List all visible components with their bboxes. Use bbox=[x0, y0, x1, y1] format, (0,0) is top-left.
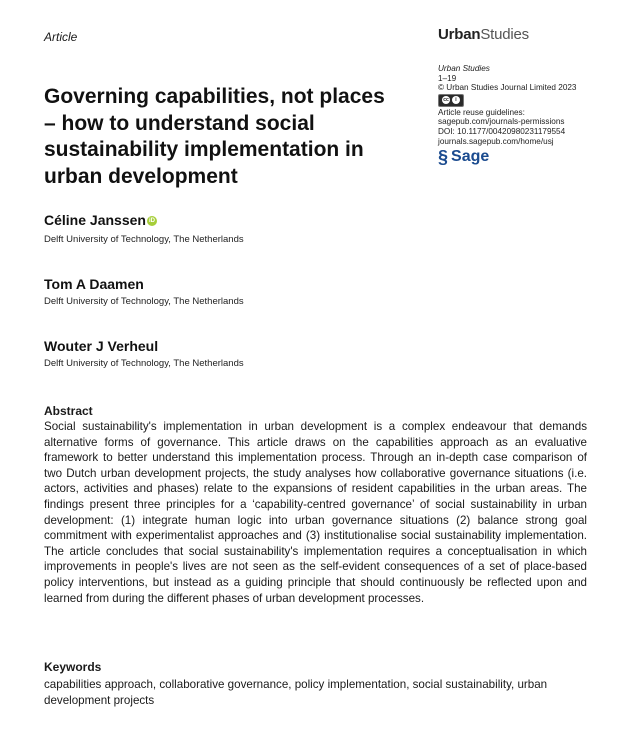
meta-reuse-label: Article reuse guidelines: bbox=[438, 107, 525, 117]
meta-journal-name: Urban Studies bbox=[438, 64, 490, 73]
cc-icon: cc bbox=[443, 97, 449, 104]
paper-title: Governing capabilities, not places – how to understand social sustainability implementation in urban development bbox=[44, 85, 385, 188]
author-name bbox=[44, 212, 157, 228]
abstract-text: Social sustainability's implementation in urban development is a complex endeavour that demands alternative forms of governance. This article draws on the capabilities approach as an evaluative framework to better understand this implementation process. Through an in-depth case comparison of two Dutch urban development projects, the study analyses how collaborative governance situations (i.e. actors, activities and phases) relate to the expansions of resident capabilities in the urban areas. The findings present three principles for a ‘capability-centred governance’ of social sustainability in urban development: (1) integrate human logic into urban governance situations (2) balance strong goal commitment with experimentalist approaches and (3) institutionalise social sustainability implementation. The article concludes that social sustainability's implementation requires a conceptualisation in which improvements in people's lives are not seen as the self-evident consequences of a set of place-based policy interventions, but instead as a guiding principle that should continuously be reflected upon and learned from during the different phases of urban development processes. bbox=[44, 420, 587, 605]
author-affiliation: Delft University of Technology, The Netherlands bbox=[44, 296, 244, 307]
meta-journal-url[interactable]: journals.sagepub.com/home/usj bbox=[438, 136, 554, 146]
by-icon: i bbox=[452, 96, 460, 104]
author-name: Tom A Daamen bbox=[44, 276, 144, 292]
publication-meta bbox=[438, 64, 576, 166]
journal-logo-bold: Urban bbox=[438, 26, 481, 43]
meta-copyright: © Urban Studies Journal Limited 2023 bbox=[438, 83, 577, 93]
meta-doi[interactable]: DOI: 10.1177/00420980231179554 bbox=[438, 126, 566, 136]
sage-logo bbox=[438, 148, 576, 166]
sage-s-icon: § bbox=[438, 147, 449, 168]
meta-pages: 1–19 bbox=[438, 73, 457, 83]
keywords-heading: Keywords bbox=[44, 660, 102, 674]
journal-logo bbox=[438, 26, 529, 43]
abstract-heading: Abstract bbox=[44, 404, 93, 418]
author-name: Wouter J Verheul bbox=[44, 338, 159, 354]
sage-wordmark: Sage bbox=[451, 148, 490, 166]
journal-logo-light: Studies bbox=[480, 26, 529, 43]
cc-by-license-icon[interactable] bbox=[438, 94, 464, 107]
keywords-text: capabilities approach, collaborative governance, policy implementation, social sustainability, urban development projects bbox=[44, 678, 548, 707]
author-affiliation: Delft University of Technology, The Netherlands bbox=[44, 358, 244, 369]
orcid-icon[interactable]: iD bbox=[148, 218, 155, 225]
author-affiliation: Delft University of Technology, The Netherlands bbox=[44, 234, 244, 245]
meta-permissions-link[interactable]: sagepub.com/journals-permissions bbox=[438, 117, 565, 127]
article-type: Article bbox=[44, 30, 78, 44]
author-name-text: Céline Janssen bbox=[44, 212, 146, 228]
